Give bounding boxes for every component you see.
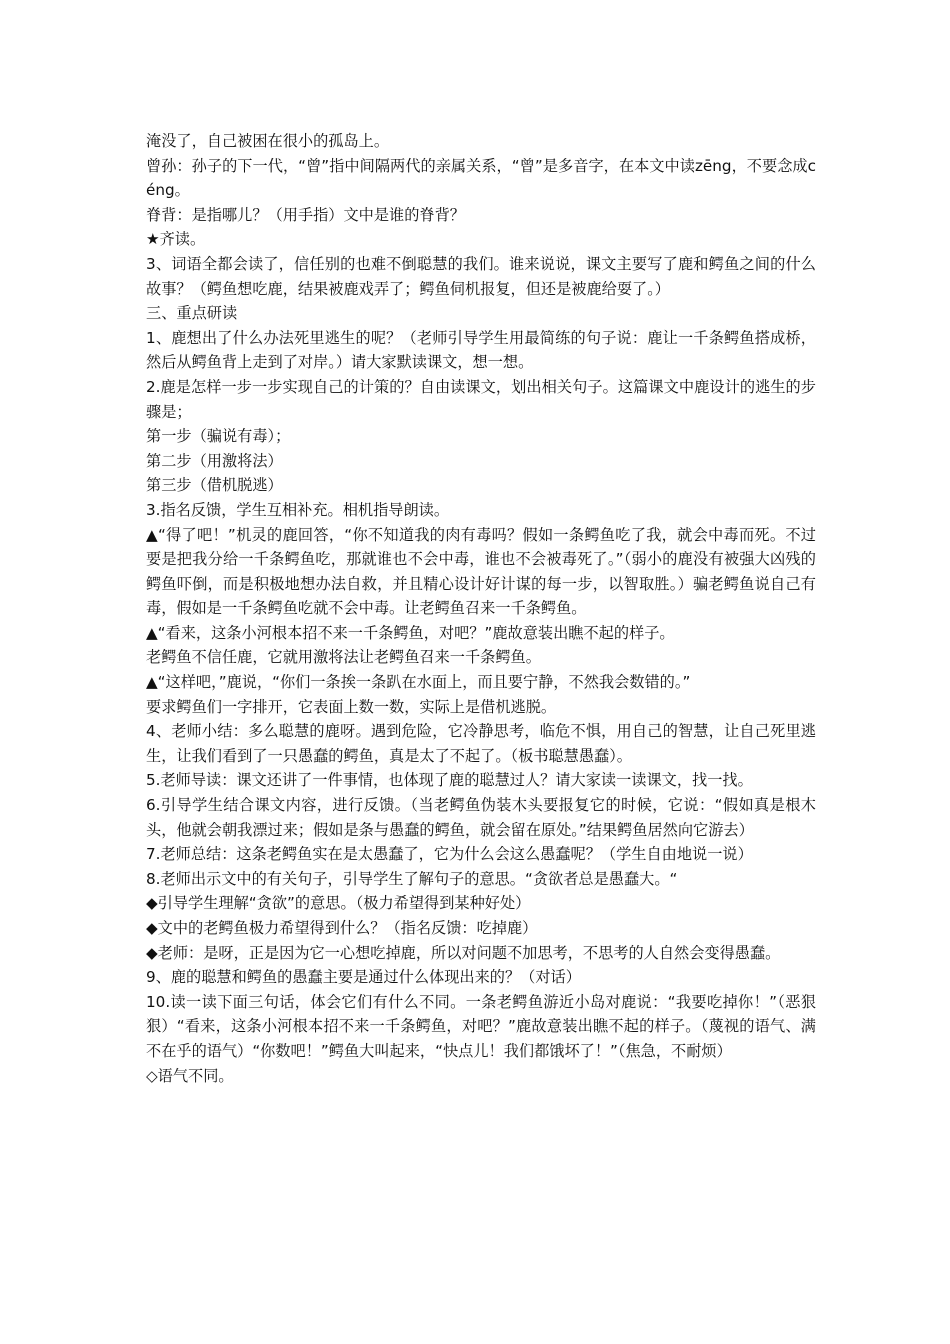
- paragraph: 脊背：是指哪儿？（用手指）文中是谁的脊背？: [146, 205, 465, 224]
- paragraph: 6.引导学生结合课文内容，进行反馈。（当老鳄鱼伪装木头要报复它的时候，它说：“假如真是根木头，他就会朝我漂过来；假如是条与愚蠢的鳄鱼，就会留在原处。”结果鳄鱼居然向它游去）: [146, 796, 816, 839]
- paragraph: ◆文中的老鳄鱼极力希望得到什么？（指名反馈：吃掉鹿）: [146, 919, 538, 937]
- paragraph: 2.鹿是怎样一步一步实现自己的计策的？自由读课文，划出相关句子。这篇课文中鹿设计的逃生的步骤是；: [146, 377, 816, 421]
- document-page: [146, 129, 816, 1088]
- paragraph: 第二步（用激将法）: [146, 451, 283, 470]
- paragraph: ◇语气不同。: [146, 1066, 234, 1085]
- paragraph: ▲“得了吧！”机灵的鹿回答，“你不知道我的肉有毒吗？假如一条鳄鱼吃了我，就会中毒而死。不过要是把我分给一千条鳄鱼吃，那就谁也不会中毒，谁也不会被毒死了。”（弱小的鹿没有被强大凶残的鳄鱼吓倒，而是积极地想办法自救，并且精心设计好计谋的每一步，以智取胜。）骗老鳄鱼说自己有毒，假如是一千条鳄鱼吃就不会中毒。让老鳄鱼召来一千条鳄鱼。: [146, 525, 816, 618]
- paragraph: 第三步（借机脱逃）: [146, 476, 283, 495]
- paragraph: 3、词语全都会读了，信任别的也难不倒聪慧的我们。谁来说说，课文主要写了鹿和鳄鱼之间的什么故事？（鳄鱼想吃鹿，结果被鹿戏弄了；鳄鱼伺机报复，但还是被鹿给耍了。）: [146, 254, 816, 298]
- paragraph: 1、鹿想出了什么办法死里逃生的呢？（老师引导学生用最简练的句子说：鹿让一千条鳄鱼搭成桥，然后从鳄鱼背上走到了对岸。）请大家默读课文，想一想。: [146, 328, 816, 372]
- paragraph: ★齐读。: [146, 230, 206, 249]
- paragraph: 3.指名反馈，学生互相补充。相机指导朗读。: [146, 500, 450, 519]
- paragraph: 4、老师小结：多么聪慧的鹿呀。遇到危险，它冷静思考，临危不惧，用自己的智慧，让自己死里逃生，让我们看到了一只愚蠢的鳄鱼，真是太了不起了。（板书聪慧愚蠢）。: [146, 722, 816, 765]
- paragraph: 8.老师出示文中的有关句子，引导学生了解句子的意思。“贪欲者总是愚蠢大。“: [146, 869, 678, 888]
- paragraph: 9、鹿的聪慧和鳄鱼的愚蠢主要是通过什么体现出来的？（对话）: [146, 968, 581, 987]
- paragraph: 10.读一读下面三句话，体会它们有什么不同。一条老鳄鱼游近小岛对鹿说：“我要吃掉你！”（恶狠狠）“看来，这条小河根本招不来一千条鳄鱼，对吧？”鹿故意装出瞧不起的样子。（蔑视的语气、满不在乎的语气）“你数吧！”鳄鱼大叫起来，“快点儿！我们都饿坏了！”（焦急，不耐烦）: [146, 992, 816, 1060]
- paragraph: ◆老师：是呀，正是因为它一心想吃掉鹿，所以对问题不加思考，不思考的人自然会变得愚蠢。: [146, 943, 781, 962]
- paragraph: ▲“这样吧，”鹿说，“你们一条挨一条趴在水面上，而且要宁静，不然我会数错的。”: [146, 673, 691, 692]
- paragraph: 淹没了，自己被困在很小的孤岛上。: [146, 132, 389, 150]
- paragraph: 老鳄鱼不信任鹿，它就用激将法让老鳄鱼召来一千条鳄鱼。: [146, 648, 541, 667]
- paragraph: ▲“看来，这条小河根本招不来一千条鳄鱼，对吧？”鹿故意装出瞧不起的样子。: [146, 623, 675, 642]
- section-heading: 三、重点研读: [146, 304, 238, 323]
- paragraph: 曾孙：孙子的下一代，“曾”指中间隔两代的亲属关系，“曾”是多音字，在本文中读zēng，不要念成céng。: [146, 156, 816, 200]
- paragraph: 第一步（骗说有毒）；: [146, 427, 291, 446]
- paragraph: 要求鳄鱼们一字排开，它表面上数一数，实际上是借机逃脱。: [146, 697, 557, 716]
- paragraph: 7.老师总结：这条老鳄鱼实在是太愚蠢了，它为什么会这么愚蠢呢？（学生自由地说一说）: [146, 845, 753, 864]
- paragraph: ◆引导学生理解“贪欲”的意思。（极力希望得到某种好处）: [146, 894, 531, 913]
- paragraph: 5.老师导读：课文还讲了一件事情，也体现了鹿的聪慧过人？请大家读一读课文，找一找。: [146, 771, 753, 790]
